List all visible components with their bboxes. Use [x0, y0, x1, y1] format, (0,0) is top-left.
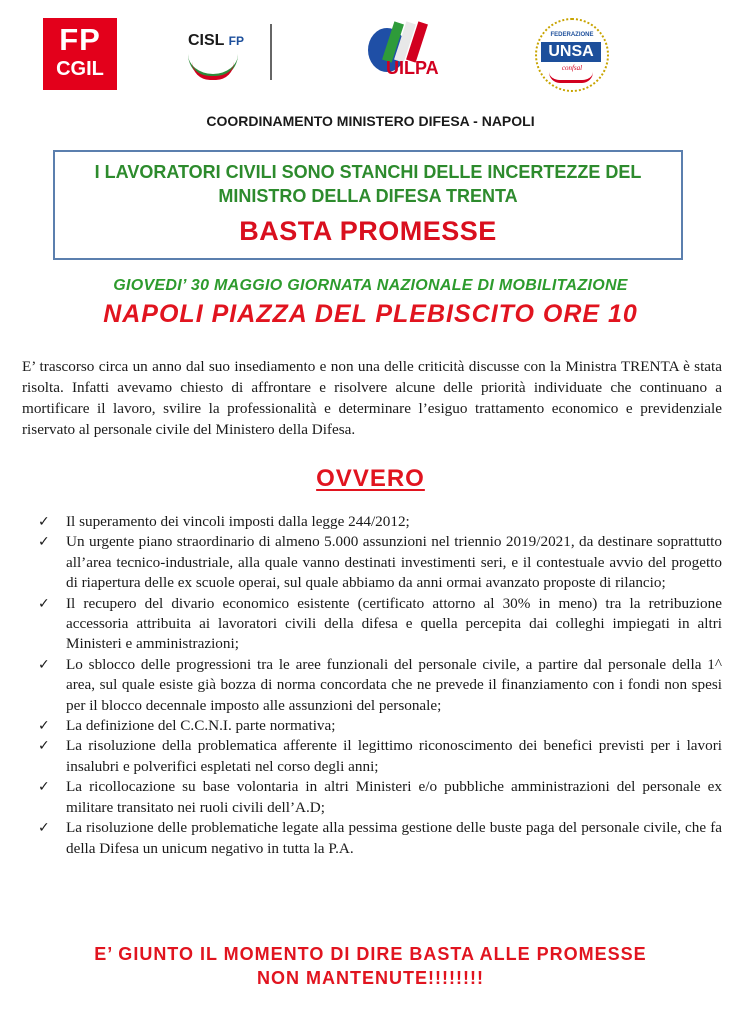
ovvero-heading	[0, 465, 741, 493]
fp-cgil-logo	[43, 18, 117, 90]
demands-list	[38, 512, 722, 859]
title-line-1: I LAVORATORI CIVILI SONO STANCHI DELLE INCERTEZZE DEL	[94, 162, 642, 182]
unsa-logo-top: FEDERAZIONE	[550, 32, 594, 38]
unsa-logo-main: UNSA	[541, 42, 601, 62]
title-box	[53, 150, 683, 260]
cisl-fp-logo-main: CISL	[188, 32, 225, 49]
closing-line-2: NON MANTENUTE!!!!!!!!	[257, 968, 484, 988]
list-item-text: Il superamento dei vincoli imposti dalla legge 244/2012;	[66, 513, 410, 530]
uilpa-logo	[366, 20, 446, 86]
list-item-text: Un urgente piano straordinario di almeno 5.000 assunzioni nel triennio 2019/2021, da destinare soprattutto all’area tecnico-industriale, alla quale vanno destinati investimenti seri, e il contestuale avvio del progetto di riapertura delle ex scuole operai, sul quale abbiamo da anni ormai avanzato proposte di rilancio;	[66, 533, 722, 592]
list-item-text: Lo sblocco delle progressioni tra le aree funzionali del personale civile, a partire dal personale della 1^ area, sul quale esiste già bozza di norma concordata che ne prevede il finanziamento con i fondi non spesi per il blocco decennale imposto alle assunzioni del personale;	[66, 655, 722, 714]
closing-line-1: E’ GIUNTO IL MOMENTO DI DIRE BASTA ALLE PROMESSE	[94, 944, 647, 964]
title-line-2: MINISTRO DELLA DIFESA TRENTA	[218, 186, 518, 206]
coordinamento-heading: COORDINAMENTO MINISTERO DIFESA - NAPOLI	[206, 113, 535, 129]
list-item-text: La ricollocazione su base volontaria in altri Ministeri e/o pubbliche amministrazioni del personale ex militare transitato nei ruoli civili dell’A.D;	[66, 778, 722, 816]
unsa-logo-sub: confsal	[561, 64, 583, 72]
list-item	[38, 716, 722, 736]
checkmark-icon: ✓	[38, 656, 50, 673]
checkmark-icon: ✓	[38, 738, 50, 755]
title-subheading	[55, 160, 681, 208]
list-item	[38, 594, 722, 655]
checkmark-icon: ✓	[38, 718, 50, 735]
list-item-text: Il recupero del divario economico esistente (certificato attorno al 30% in meno) tra la retribuzione accessoria attribuita ai lavoratori civili della difesa e quella percepita dai colleghi impiegati in altri Ministeri e amministrazioni;	[66, 594, 722, 653]
list-item	[38, 532, 722, 593]
unsa-logo	[529, 16, 613, 92]
checkmark-icon: ✓	[38, 595, 50, 612]
logos-row	[0, 14, 741, 96]
event-date-line: GIOVEDI’ 30 MAGGIO GIORNATA NAZIONALE DI MOBILITAZIONE	[113, 277, 628, 294]
list-item-text: La definizione del C.C.N.I. parte normativa;	[66, 717, 336, 735]
cisl-fp-logo-text	[188, 32, 244, 50]
intro-paragraph: E’ trascorso circa un anno dal suo insediamento e non una delle criticità discusse con la Ministra TRENTA è stata risolta. Infatti avevamo chiesto di affrontare e risolvere alcune delle priorità individuate che continuano a mortificare il lavoro, svilire la professionalità e determinare l’esiguo trattamento economico e previdenziale riservato al personale civile del Ministero della Difesa.	[22, 358, 722, 438]
closing-slogan	[0, 942, 741, 990]
unsa-swoosh	[549, 72, 593, 83]
fp-cgil-logo-line2: CGIL	[56, 58, 104, 80]
list-item	[38, 736, 722, 777]
ovvero-text: OVVERO	[316, 465, 425, 492]
list-item-text: La risoluzione della problematica afferente il legittimo riconoscimento dei benefici previsti per i lavori insalubri e polverifici espletati nel corso degli anni;	[66, 737, 722, 775]
list-item-text: La risoluzione delle problematiche legate alla pessima gestione delle buste paga del personale civile, che fa della Difesa un unicum negativo in tutta la P.A.	[66, 819, 722, 857]
fp-cgil-logo-line1: FP	[59, 22, 101, 57]
list-item	[38, 512, 722, 532]
checkmark-icon: ✓	[38, 820, 50, 837]
checkmark-icon: ✓	[38, 779, 50, 796]
checkmark-icon: ✓	[38, 534, 50, 551]
list-item	[38, 818, 722, 859]
cisl-fp-logo-sub: FP	[228, 34, 244, 48]
list-item	[38, 777, 722, 818]
uilpa-logo-text: UILPA	[386, 58, 439, 78]
event-place-line: NAPOLI PIAZZA DEL PLEBISCITO ORE 10	[103, 300, 638, 328]
cisl-fp-logo	[186, 24, 272, 82]
list-item	[38, 655, 722, 716]
headline-basta-promesse: BASTA PROMESSE	[239, 216, 497, 246]
checkmark-icon: ✓	[38, 514, 50, 530]
